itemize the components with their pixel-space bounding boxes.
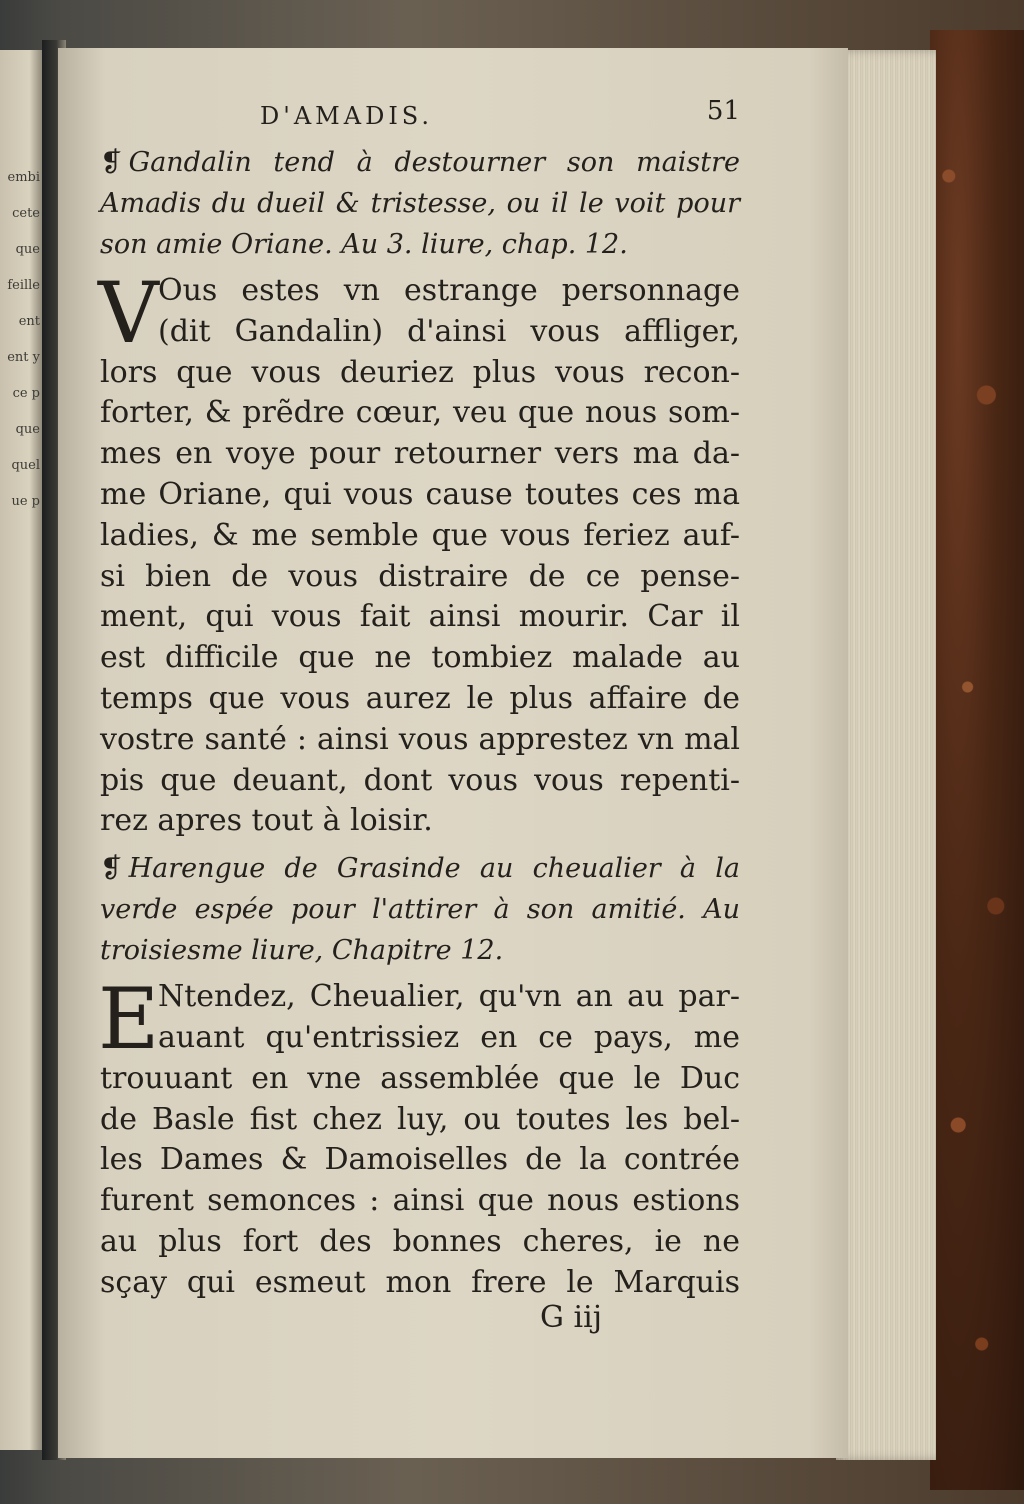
rubric-gandalin — [100, 142, 740, 265]
paragraph-grasinde-lines — [98, 970, 740, 1303]
rubric-grasinde-text: Harengue de Grasinde au cheualier à la verde espée pour l'attirer à son amitié. Au troisiesme liure, Chapitre 12. — [100, 853, 740, 967]
left-page-fragment-line: que — [15, 242, 40, 257]
grasinde-line: furent semonces : ainsi que nous estions — [100, 1183, 740, 1219]
left-page-fragment-line: ce p — [12, 386, 40, 401]
left-page-text — [0, 160, 40, 520]
grasinde-line: trouuant en vne assemblée que le Duc — [100, 1060, 740, 1096]
pilcrow-icon: ❡ — [100, 147, 123, 178]
gandalin-line: ment, qui vous fait ainsi mourir. Car il — [100, 599, 740, 635]
grasinde-line: auant qu'entrissiez en ce pays, me — [158, 1019, 740, 1055]
paragraph-grasinde — [98, 970, 740, 1303]
page-edges — [836, 50, 936, 1460]
gandalin-line: me Oriane, qui vous cause toutes ces ma — [100, 476, 740, 512]
gandalin-line: si bien de vous distraire de ce pense- — [100, 558, 740, 594]
running-head-title: D'AMADIS. — [260, 102, 434, 130]
left-page-fragment-line: ent y — [7, 350, 40, 365]
left-page-fragment-line: quel — [11, 458, 40, 473]
left-page-fragment-line: cete — [12, 206, 40, 221]
gandalin-line: mes en voye pour retourner vers ma da- — [100, 436, 740, 472]
gandalin-line: vostre santé : ainsi vous apprestez vn mal — [100, 721, 740, 757]
left-page-fragment-line: feille — [7, 278, 40, 293]
gandalin-line: (dit Gandalin) d'ainsi vous affliger, — [158, 313, 740, 349]
rubric-gandalin-text: Gandalin tend à destourner son maistre Amadis du dueil & tristesse, ou il le voit pour son amie Oriane. Au 3. liure, chap. 12. — [100, 147, 740, 260]
page-text — [100, 96, 740, 1304]
gandalin-line: rez apres tout à loisir. — [100, 803, 433, 839]
gandalin-line: ladies, & me semble que vous feriez auf- — [100, 517, 740, 553]
dropcap-e: E — [98, 970, 160, 1069]
left-page-fragment-line: ue p — [11, 494, 40, 509]
grasinde-line: Ntendez, Cheualier, qu'vn an au par- — [158, 979, 740, 1015]
page-number: 51 — [706, 96, 740, 126]
signature-mark: G iij — [540, 1300, 602, 1335]
paragraph-gandalin — [98, 264, 740, 842]
left-page-fragment-line: que — [15, 422, 40, 437]
paragraph-gandalin-lines — [98, 264, 740, 842]
gandalin-line: temps que vous aurez le plus affaire de — [100, 680, 740, 716]
gandalin-line: est difficile que ne tombiez malade au — [100, 640, 740, 676]
pilcrow-icon: ❡ — [100, 853, 123, 885]
running-head — [100, 96, 740, 142]
grasinde-line: sçay qui esmeut mon frere le Marquis — [100, 1264, 740, 1300]
left-page-fragment-line: ent — [18, 314, 40, 329]
grasinde-line: au plus fort des bonnes cheres, ie ne — [100, 1223, 740, 1259]
gandalin-line: forter, & prẽdre cœur, veu que nous som- — [100, 395, 740, 431]
gandalin-line: pis que deuant, dont vous vous repenti- — [100, 762, 740, 798]
grasinde-line: les Dames & Damoiselles de la contrée — [100, 1142, 740, 1178]
left-page-fragment — [0, 50, 42, 1450]
gandalin-line: lors que vous deuriez plus vous recon- — [100, 354, 740, 390]
dropcap-v: V — [98, 264, 159, 362]
rubric-grasinde — [100, 848, 740, 971]
book-cover — [930, 30, 1024, 1490]
left-page-fragment-line: embi — [7, 170, 40, 185]
grasinde-line: de Basle fist chez luy, ou toutes les bel- — [100, 1101, 740, 1137]
gandalin-line: Ous estes vn estrange personnage — [158, 273, 740, 308]
